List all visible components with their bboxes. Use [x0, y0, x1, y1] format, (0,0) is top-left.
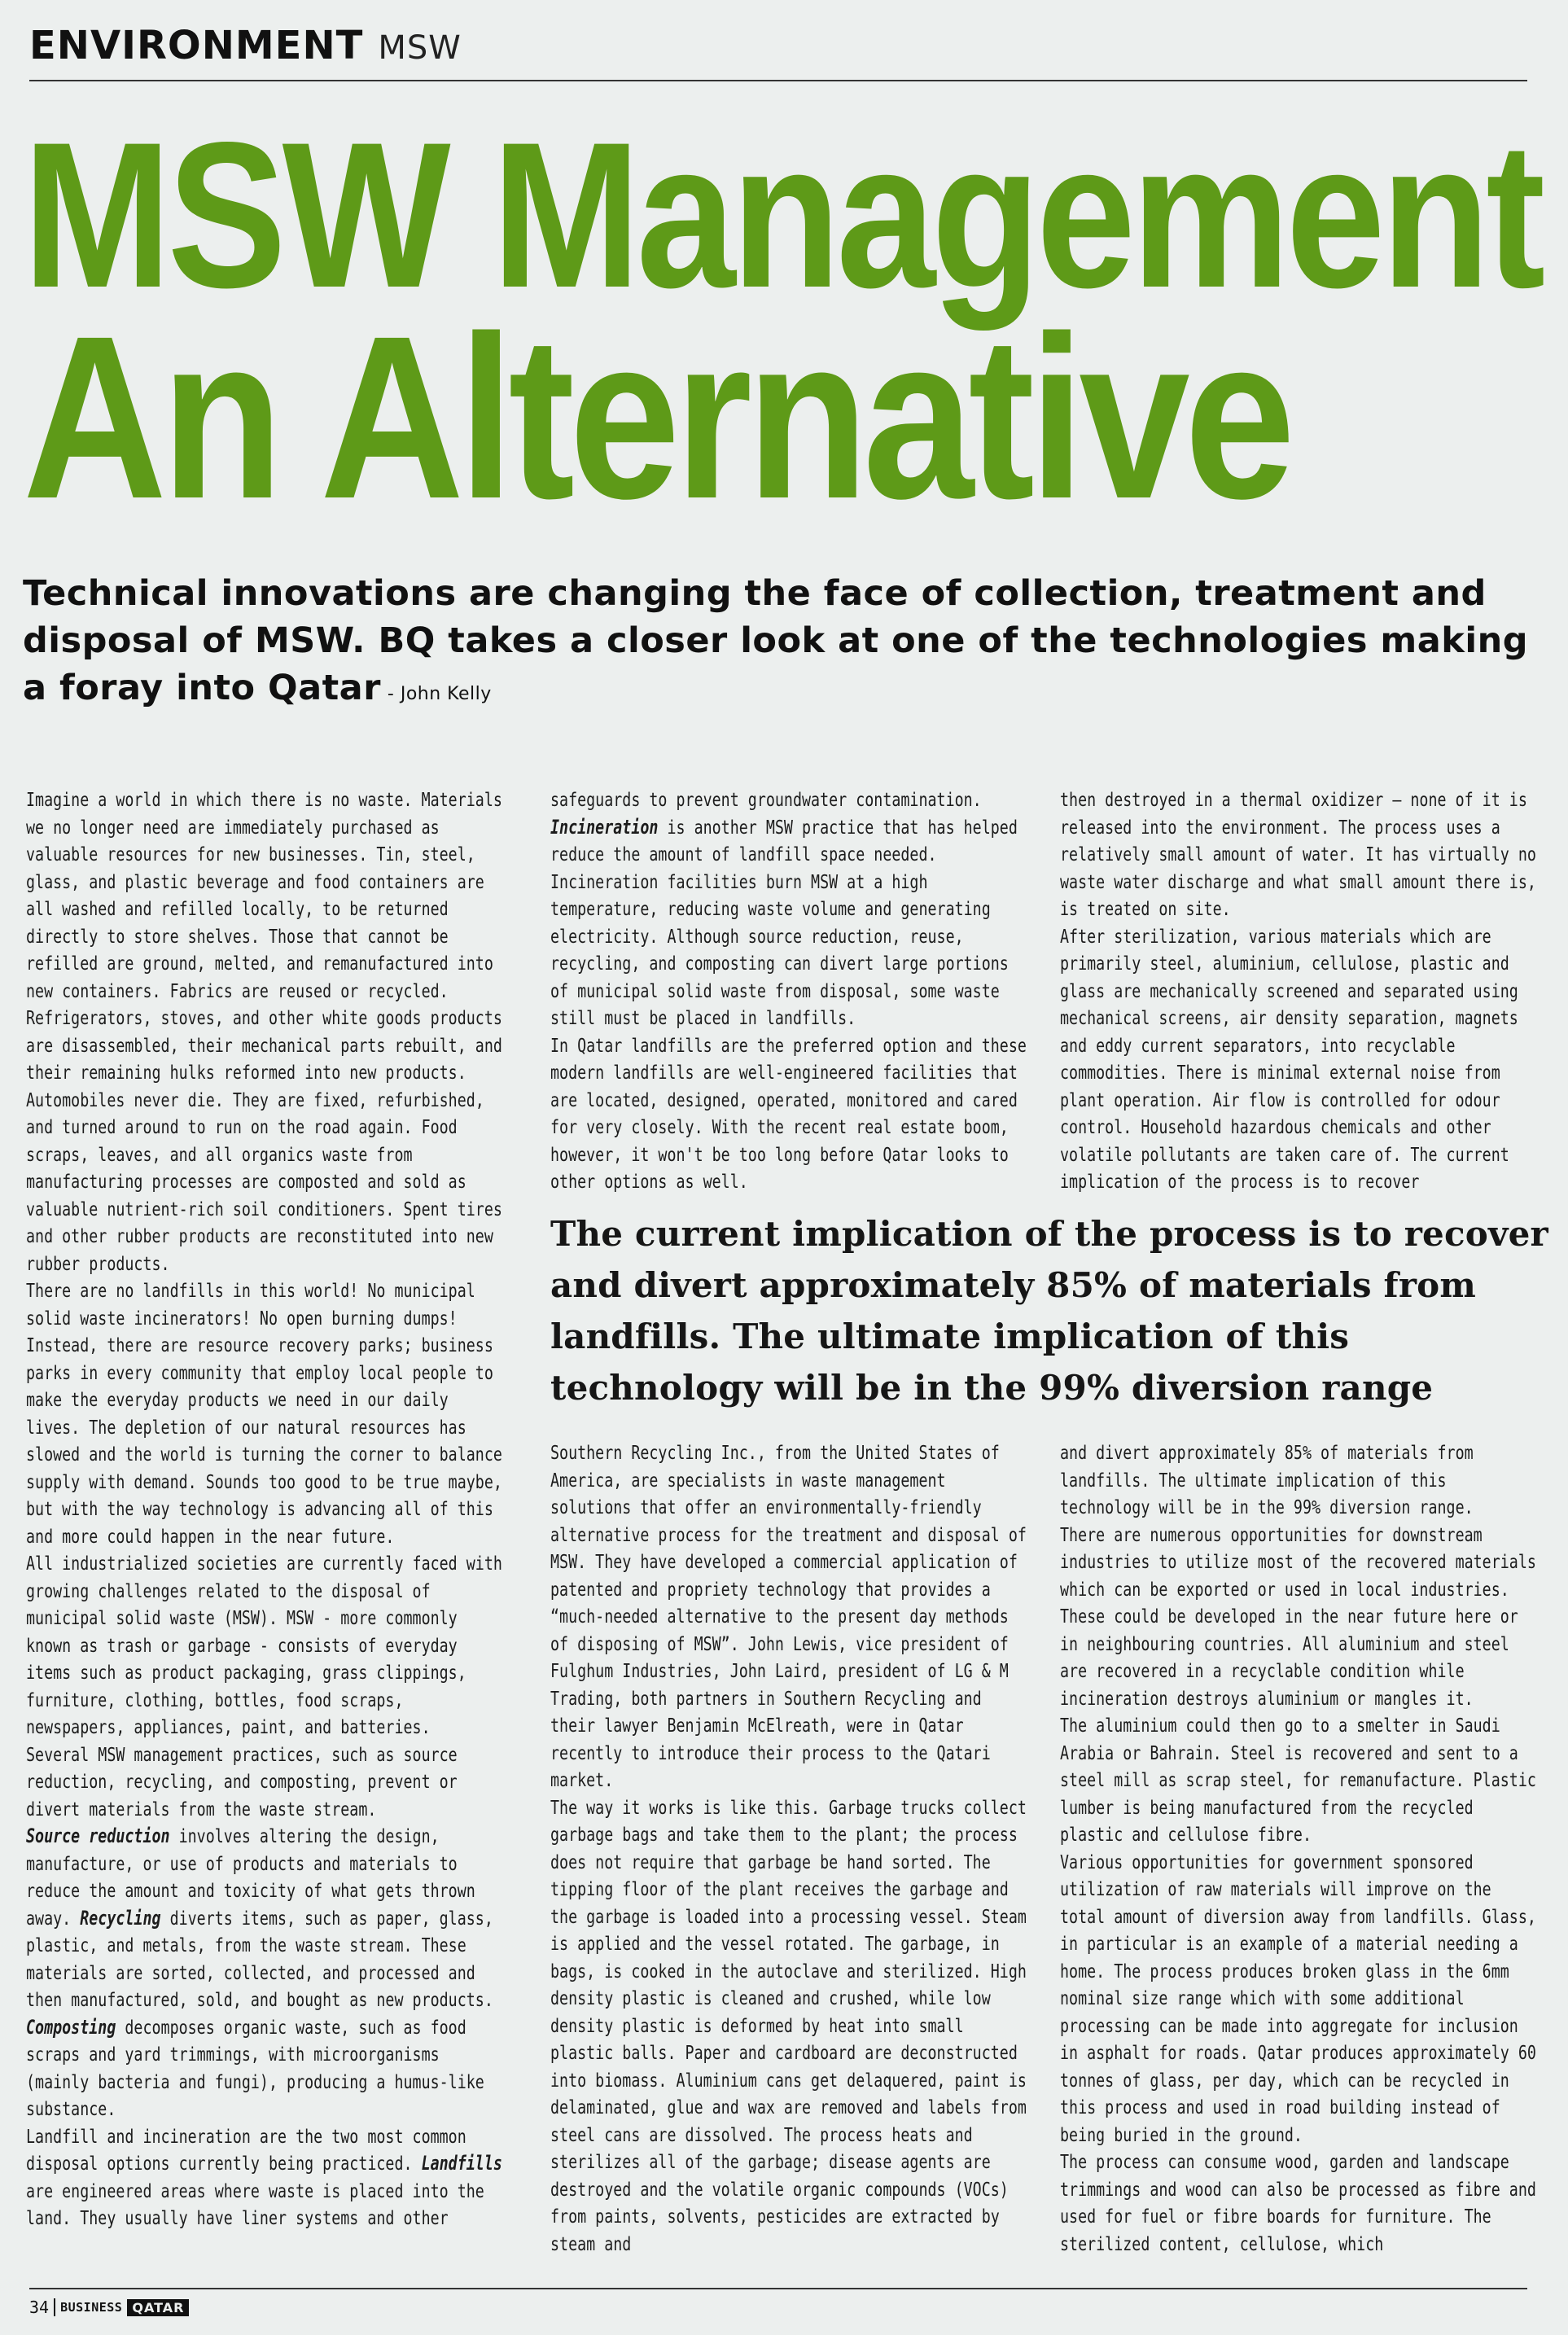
section-subname: MSW: [378, 29, 462, 67]
top-divider: [29, 80, 1527, 81]
paragraph: The way it works is like this. Garbage trucks collect garbage bags and take them to the plant; the process does not require that garbage be hand sorted. The tipping floor of the plant receives the garbage and the garbage is loaded into a processing vessel. Steam is applied and the vessel rotated. The garbage, in bags, is cooked in the autoclave and sterilized. High density plastic is cleaned and crushed, while low density plastic is deformed by heat into small plastic balls. Paper and cardboard are deconstructed into biomass. Aluminium cans get delaquered, paint is delaminated, glue and wax are removed and labels from steel cans are dissolved. The process heats and sterilizes all of the garbage; disease agents are destroyed and the volatile organic compounds (VOCs) from paints, solvents, pesticides are extracted by steam and: [550, 1795, 1027, 2255]
standfirst: [23, 570, 1537, 718]
article-column-3-bottom: [1060, 1439, 1536, 2258]
headline-line-1: MSW Management: [23, 99, 1542, 331]
paragraph: Various opportunities for government sponsored utilization of raw materials will improve on the total amount of diversion away from landfills. Glass, in particular is an example of a material needing a home. The process produces broken glass in the 6mm nominal size range which with some additional processing can be made into aggregate for inclusion in asphalt for roads. Qatar produces approximately 60 tonnes of glass, per day, which can be recycled in this process and used in road building instead of being buried in the ground.: [1060, 1850, 1536, 2146]
term-composting: Composting: [26, 2015, 116, 2039]
section-header: [29, 23, 462, 68]
page-footer: [29, 2298, 189, 2317]
headline-line-2: An Alternative: [23, 288, 1290, 547]
paragraph: then destroyed in a thermal oxidizer – none of it is released into the environment. The process uses a relatively small amount of water. It has virtually no waste water discharge and what small amount there is, is treated on site.: [1060, 788, 1536, 920]
paragraph-text: involves altering the design, manufacture, or use of products and materials to reduce the amount and toxicity of what gets thrown away.: [26, 1825, 475, 1930]
paragraph-text: is another MSW practice that has helped reduce the amount of landfill space needed. Incineration facilities burn MSW at a high temperature, reducing waste volume and generating electricity. Although source reduction, reuse, recycling, and composting can divert large portions of municipal solid waste from disposal, some waste still must be placed in landfills.: [550, 815, 1018, 1029]
paragraph: Several MSW management practices, such as source reduction, recycling, and composting, prevent or divert materials from the waste stream.: [26, 1742, 458, 1820]
footer-magazine-logo: QATAR: [127, 2299, 189, 2316]
paragraph: There are no landfills in this world! No municipal solid waste incinerators! No open burning dumps! Instead, there are resource recovery parks; business parks in every community that employ local people to make the everyday products we need in our daily lives. The depletion of our natural resources has slowed and the world is turning the corner to balance supply with demand. Sounds too good to be true maybe, but with the way technology is advancing all of this and more could happen in the near future.: [26, 1279, 502, 1548]
page-number: 34: [29, 2298, 50, 2317]
footer-separator: [54, 2298, 55, 2316]
article-column-2-top: [550, 786, 1027, 1196]
section-name: ENVIRONMENT: [29, 23, 364, 68]
paragraph: All industrialized societies are currently faced with growing challenges related to the disposal of municipal solid waste (MSW). MSW - more commonly known as trash or garbage - consists of everyday items such as product packaging, grass clippings, furniture, clothing, bottles, food scraps, newspapers, appliances, paint, and batteries.: [26, 1552, 502, 1738]
term-landfills: Landfills: [421, 2152, 502, 2175]
term-incineration: Incineration: [550, 815, 659, 839]
headline: [23, 99, 1542, 547]
paragraph-text: are engineered areas where waste is placed into the land. They usually have liner systems and other: [26, 2179, 484, 2229]
paragraph: [550, 814, 1027, 1032]
paragraph: [26, 1823, 502, 2123]
paragraph: Imagine a world in which there is no waste. Materials we no longer need are immediately purchased as valuable resources for new businesses. Tin, steel, glass, and plastic beverage and food containers are all washed and refilled locally, to be returned directly to store shelves. Those that cannot be refilled are ground, melted, and remanufactured into new containers. Fabrics are reused or recycled. Refrigerators, stoves, and other white goods products are disassembled, their mechanical parts rebuilt, and their remaining hulks reformed into new products. Automobiles never die. They are fixed, refurbished, and turned around to run on the road again. Food scraps, leaves, and all organics waste from manufacturing processes are composted and sold as valuable nutrient-rich soil conditioners. Spent tires and other rubber products are reconstituted into new rubber products.: [26, 788, 502, 1275]
article-column-3-top: [1060, 786, 1536, 1196]
article-column-1: [26, 786, 502, 2232]
paragraph: In Qatar landfills are the preferred option and these modern landfills are well-engineered facilities that are located, designed, operated, monitored and cared for very closely. With the recent real estate boom, however, it won't be too long before Qatar looks to other options as well.: [550, 1033, 1027, 1193]
article-column-2-bottom: [550, 1439, 1027, 2258]
paragraph-text: Landfill and incineration are the two most common disposal options currently being practiced.: [26, 2124, 466, 2175]
paragraph: The process can consume wood, garden and landscape trimmings and wood can also be processed as fibre and used for fuel or fibre boards for furniture. The sterilized content, cellulose, which: [1060, 2150, 1536, 2255]
paragraph: After sterilization, various materials which are primarily steel, aluminium, cellulose, plastic and glass are mechanically screened and separated using mechanical screens, air density separation, magnets and eddy current separators, into recyclable commodities. There is minimal external noise from plant operation. Air flow is controlled for odour control. Household hazardous chemicals and other volatile pollutants are taken care of. The current implication of the process is to recover: [1060, 924, 1518, 1193]
paragraph: Southern Recycling Inc., from the United States of America, are specialists in waste management solutions that offer an environmentally-friendly alternative process for the treatment and disposal of MSW. They have developed a commercial application of patented and propriety technology that provides a “much-needed alternative to the present day methods of disposing of MSW”. John Lewis, vice president of Fulghum Industries, John Laird, president of LG & M Trading, both partners in Southern Recycling and their lawyer Benjamin McElreath, were in Qatar recently to introduce their process to the Qatari market.: [550, 1441, 1027, 1791]
paragraph-text: diverts items, such as paper, glass, plastic, and metals, from the waste stream. These materials are sorted, collected, and processed and then manufactured, sold, and bought as new products.: [26, 1906, 493, 2011]
paragraph: [26, 2123, 502, 2232]
term-recycling: Recycling: [80, 1906, 161, 1930]
footer-business: BUSINESS: [60, 2300, 123, 2315]
paragraph: There are numerous opportunities for downstream industries to utilize most of the recovered materials which can be exported or used in local industries. These could be developed in the near future here or in neighbouring countries. All aluminium and steel are recovered in a recyclable condition while incineration destroys aluminium or mangles it.: [1060, 1522, 1536, 1710]
term-source-reduction: Source reduction: [26, 1825, 170, 1847]
paragraph: safeguards to prevent groundwater contamination.: [550, 788, 982, 811]
byline: - John Kelly: [387, 684, 492, 704]
bottom-divider: [29, 2288, 1527, 2289]
paragraph: The aluminium could then go to a smelter in Saudi Arabia or Bahrain. Steel is recovered and sent to a steel mill as scrap steel, for remanufacture. Plastic lumber is being manufactured from the recycled plastic and cellulose fibre.: [1060, 1714, 1536, 1846]
pull-quote: The current implication of the process is to recover and divert approximately 85% of materials from landfills. The ultimate implication of this technology will be in the 99% diversion range: [550, 1214, 1548, 1408]
paragraph: and divert approximately 85% of materials from landfills. The ultimate implication of this technology will be in the 99% diversion range.: [1060, 1441, 1474, 1518]
standfirst-text: Technical innovations are changing the face of collection, treatment and disposal of MSW. BQ takes a closer look at one of the technologies making a foray into Qatar: [23, 573, 1528, 708]
paragraph-text: decomposes organic waste, such as food scraps and yard trimmings, with microorganisms (mainly bacteria and fungi), producing a humus-like substance.: [26, 2015, 484, 2120]
